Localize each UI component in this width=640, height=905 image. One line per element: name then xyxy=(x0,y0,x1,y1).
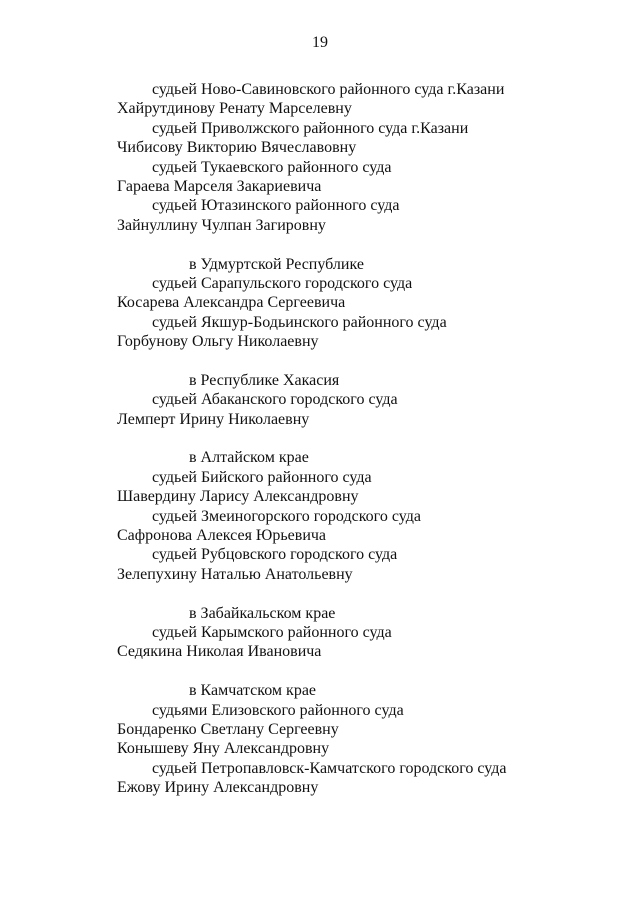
court-line: судьей Ютазинского районного суда xyxy=(152,197,400,215)
person-name-line: Горбунову Ольгу Николаевну xyxy=(117,333,319,351)
person-name-line: Косарева Александра Сергеевича xyxy=(117,294,346,312)
blank-line xyxy=(0,662,640,681)
region-heading: в Удмуртской Республике xyxy=(189,255,364,273)
person-name-line: Бондаренко Светлану Сергеевну xyxy=(117,720,339,738)
court-line: судьей Змеиногорского городского суда xyxy=(152,507,421,525)
person-name-line: Конышеву Яну Александровну xyxy=(117,740,330,758)
court-line: судьей Бийского районного суда xyxy=(152,468,372,486)
document-body xyxy=(0,80,640,797)
person-name-line: Шавердину Ларису Александровну xyxy=(117,488,359,506)
court-line: судьей Рубцовского городского суда xyxy=(152,546,398,564)
court-line: судьей Карымского районного суда xyxy=(152,623,392,641)
person-name-line: Зелепухину Наталью Анатольевну xyxy=(117,565,353,583)
court-line: судьей Петропавловск-Камчатского городского суда xyxy=(152,759,507,777)
court-line: судьей Ново-Савиновского районного суда г.Казани xyxy=(152,81,505,98)
court-line: судьей Сарапульского городского суда xyxy=(152,274,413,292)
court-line: судьей Тукаевского районного суда xyxy=(152,158,392,176)
region-heading: в Республике Хакасия xyxy=(189,371,340,389)
person-name-line: Ежову Ирину Александровну xyxy=(117,779,319,797)
person-name-line: Сафронова Алексея Юрьевича xyxy=(117,526,327,544)
region-heading: в Камчатском крае xyxy=(189,682,317,700)
person-name-line: Седякина Николая Ивановича xyxy=(117,643,322,661)
person-name-line: Чибисову Викторию Вячеславовну xyxy=(117,139,357,157)
blank-line xyxy=(0,584,640,603)
person-name-line: Хайрутдинову Ренату Марселевну xyxy=(117,100,352,118)
person-name-line: Лемперт Ирину Николаевну xyxy=(117,410,310,428)
blank-line xyxy=(0,235,640,254)
court-line: судьей Якшур-Бодьинского районного суда xyxy=(152,313,447,331)
region-heading: в Забайкальском крае xyxy=(189,604,336,622)
region-heading: в Алтайском крае xyxy=(189,449,309,467)
person-name-line: Зайнуллину Чулпан Загировну xyxy=(117,216,326,234)
court-line: судьями Елизовского районного суда xyxy=(152,701,404,719)
blank-line xyxy=(0,351,640,370)
blank-line xyxy=(0,429,640,448)
page-number: 19 xyxy=(312,34,328,51)
person-name-line: Гараева Марселя Закариевича xyxy=(117,177,322,195)
court-line: судьей Абаканского городского суда xyxy=(152,391,398,409)
court-line: судьей Приволжского районного суда г.Казани xyxy=(152,119,469,137)
